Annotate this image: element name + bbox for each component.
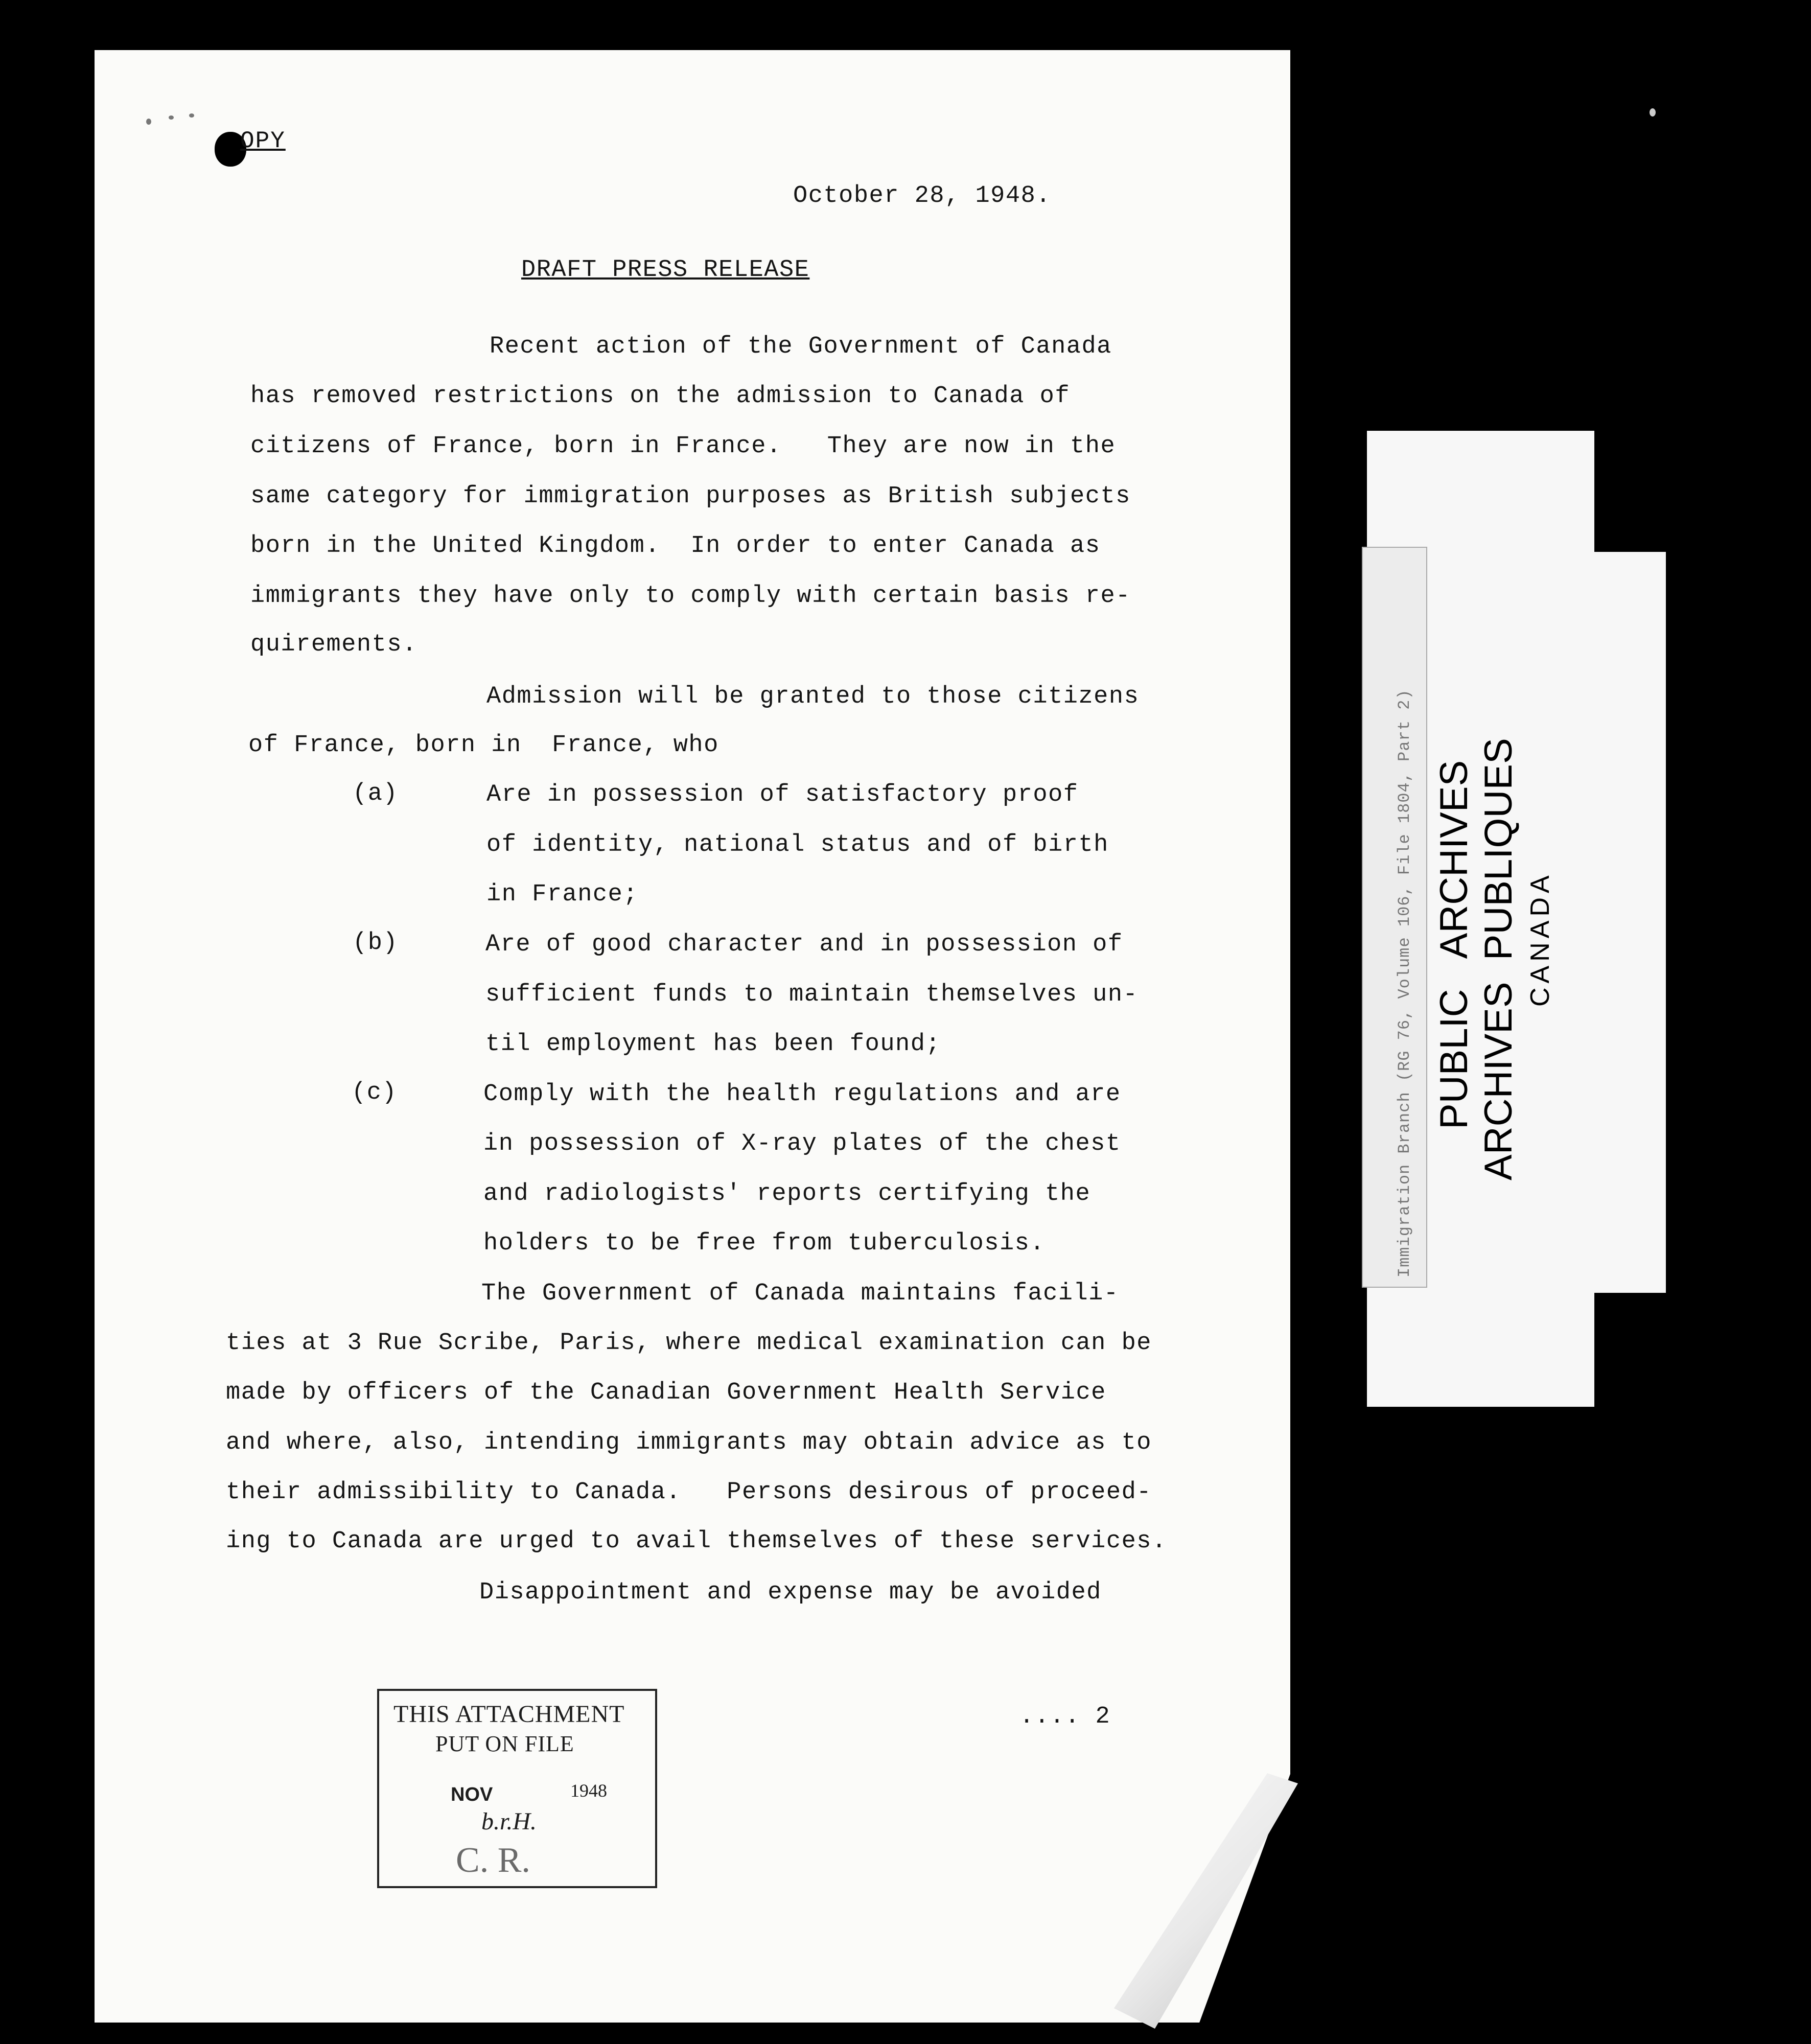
body-line: has removed restrictions on the admission to Canada of xyxy=(250,383,1071,410)
body-line: quirements. xyxy=(250,631,417,658)
list-item-line: holders to be free from tuberculosis. xyxy=(483,1230,1046,1257)
body-line: their admissibility to Canada. Persons desirous of proceed- xyxy=(226,1479,1152,1506)
scan-speck xyxy=(169,115,174,120)
stamp-month: NOV xyxy=(451,1784,493,1805)
stamp-year: 1948 xyxy=(570,1780,607,1801)
body-line: ing to Canada are urged to avail themselves of these services. xyxy=(226,1528,1167,1555)
document-date: October 28, 1948. xyxy=(793,182,1051,210)
list-item-line: Comply with the health regulations and are xyxy=(483,1081,1121,1108)
reference-strip-text: Immigration Branch (RG 76, Volume 106, File 1804, Part 2) xyxy=(1395,689,1414,1278)
scan-speck xyxy=(1650,108,1656,117)
stamp-mark: C. R. xyxy=(456,1841,530,1880)
list-item-line: and radiologists' reports certifying the xyxy=(483,1180,1091,1207)
stamp-line-1: THIS ATTACHMENT xyxy=(393,1701,625,1728)
body-line: of France, born in France, who xyxy=(248,732,719,759)
body-line: same category for immigration purposes as British subjects xyxy=(250,483,1131,510)
body-line: Recent action of the Government of Canada xyxy=(490,333,1112,360)
document-title: DRAFT PRESS RELEASE xyxy=(521,257,810,284)
page-continuation: .... 2 xyxy=(1019,1703,1111,1730)
list-item-line: in France; xyxy=(486,881,639,908)
list-marker: (b) xyxy=(353,930,399,957)
body-line: The Government of Canada maintains facili- xyxy=(481,1280,1119,1307)
body-line: born in the United Kingdom. In order to enter Canada as xyxy=(250,532,1101,560)
list-item-line: til employment has been found; xyxy=(485,1031,941,1058)
reference-strip xyxy=(1362,547,1427,1288)
archive-label-tab xyxy=(1589,552,1666,1293)
list-item-line: sufficient funds to maintain themselves un- xyxy=(485,981,1139,1008)
stamp-initials: b.r.H. xyxy=(481,1808,537,1835)
list-item-line: Are of good character and in possession of xyxy=(485,931,1123,958)
archive-label-line-3: CANADA xyxy=(1525,871,1555,1007)
body-line: immigrants they have only to comply with certain basis re- xyxy=(250,583,1131,610)
archive-label-line-2: ARCHIVES PUBLIQUES xyxy=(1477,738,1520,1180)
stamp-line-2: PUT ON FILE xyxy=(435,1731,574,1756)
list-marker: (a) xyxy=(353,780,399,807)
list-item-line: Are in possession of satisfactory proof xyxy=(486,781,1079,808)
body-line: made by officers of the Canadian Government Health Service xyxy=(226,1379,1106,1406)
list-item-line: in possession of X-ray plates of the chest xyxy=(483,1130,1121,1157)
list-item-line: of identity, national status and of birth xyxy=(486,831,1109,858)
scan-speck xyxy=(146,119,151,125)
body-line: ties at 3 Rue Scribe, Paris, where medical examination can be xyxy=(226,1330,1152,1357)
copy-mark: OPY xyxy=(240,128,286,154)
body-line: Admission will be granted to those citizens xyxy=(486,683,1140,710)
body-line: and where, also, intending immigrants may obtain advice as to xyxy=(226,1429,1152,1456)
list-marker: (c) xyxy=(352,1079,398,1106)
body-line: Disappointment and expense may be avoided xyxy=(479,1579,1102,1606)
archive-label-line-1: PUBLIC ARCHIVES xyxy=(1432,760,1476,1129)
body-line: citizens of France, born in France. They are now in the xyxy=(250,433,1116,460)
filing-stamp xyxy=(377,1689,657,1888)
scan-speck xyxy=(189,113,194,118)
